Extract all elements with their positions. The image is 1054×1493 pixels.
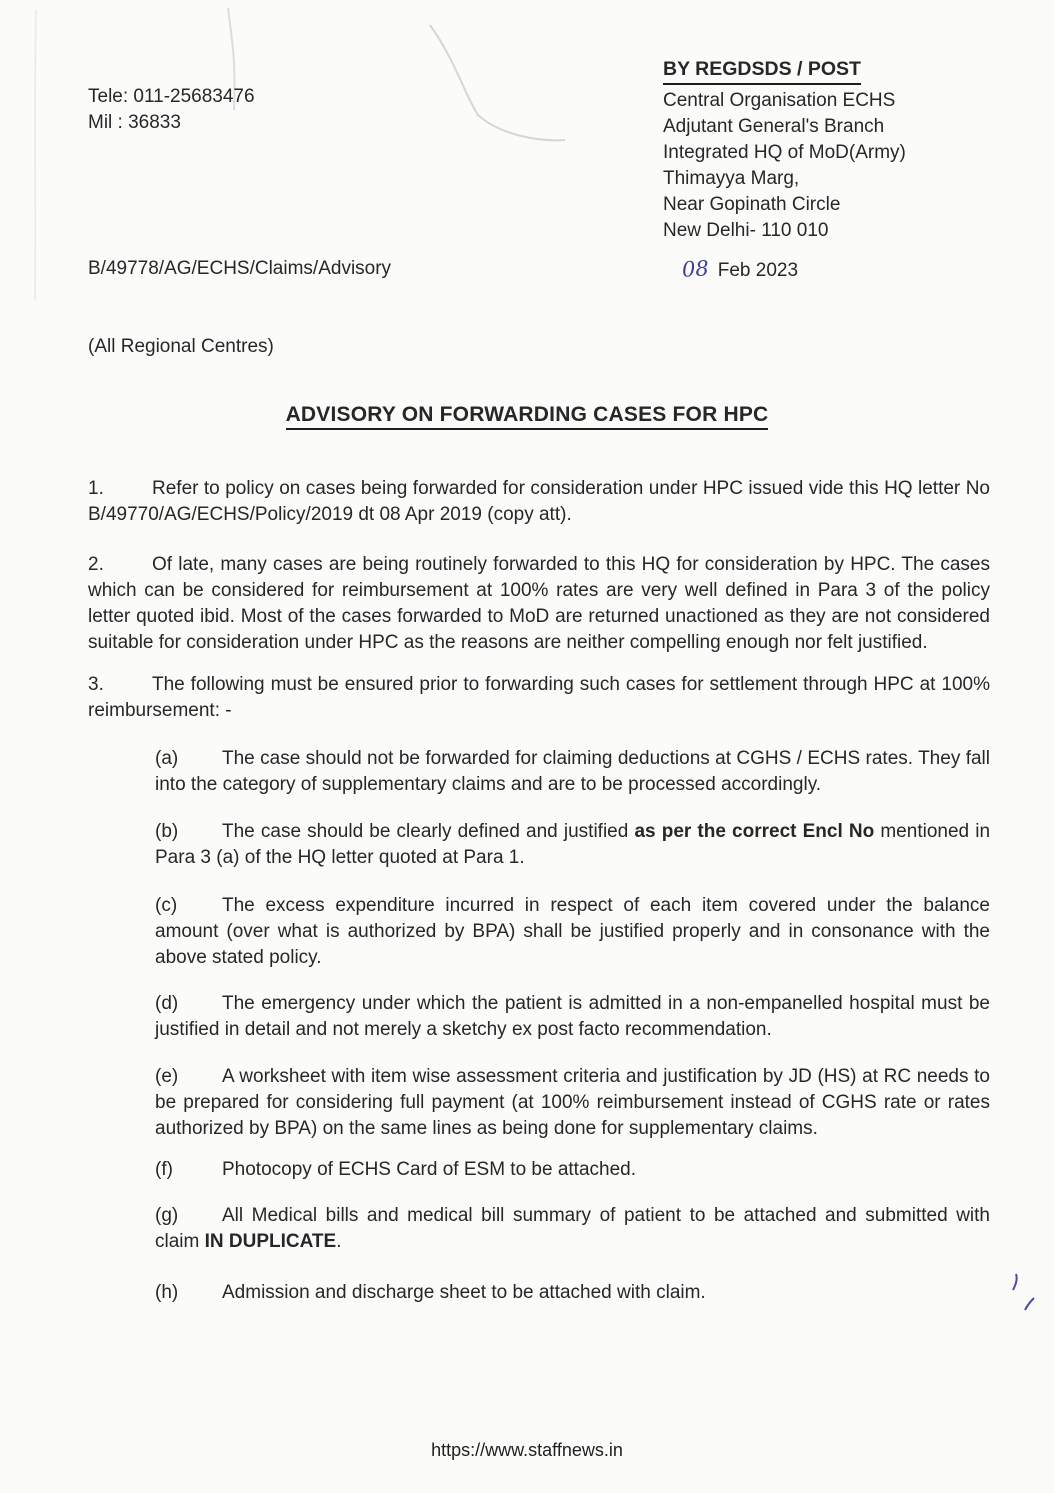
- sub-para-label: (b): [155, 821, 179, 842]
- address-line: Near Gopinath Circle: [663, 194, 841, 215]
- letterhead: [0, 0, 1054, 242]
- para-text: The case should not be forwarded for claiming deductions at CGHS / ECHS rates. They fall into the category of supplementary claims and are to be processed accordingly.: [155, 748, 990, 795]
- sub-para-a: [155, 746, 990, 798]
- file-number: B/49778/AG/ECHS/Claims/Advisory: [88, 258, 392, 279]
- document-title: ADVISORY ON FORWARDING CASES FOR HPC: [286, 403, 769, 430]
- sub-para-h: [155, 1280, 990, 1306]
- para-text-bold: IN DUPLICATE: [204, 1231, 337, 1252]
- para-text: .: [336, 1231, 342, 1252]
- sender-address-block: [663, 56, 906, 244]
- para-text: mentioned in Para 3 (a) of the HQ letter quoted at Para 1.: [155, 821, 991, 868]
- address-line: Integrated HQ of MoD(Army): [663, 142, 906, 163]
- addressee: (All Regional Centres): [88, 336, 274, 357]
- address-line: New Delhi- 110 010: [663, 220, 829, 241]
- sub-para-label: (d): [155, 993, 179, 1014]
- para-text: Of late, many cases are being routinely forwarded to this HQ for consideration by HPC. The cases which can be considered for reimbursement at 100% rates are very well defined in Para 3 of the policy letter quoted ibid. Most of the cases forwarded to MoD are returned unactioned as they are not considered suitable for consideration under HPC as the reasons are neither compelling enough nor felt justified.: [88, 554, 990, 653]
- para-2: [88, 552, 990, 656]
- para-3: [88, 672, 990, 724]
- date-line: [682, 256, 798, 284]
- para-text-bold: as per the correct Encl No: [634, 821, 875, 842]
- para-number: 3.: [88, 674, 104, 695]
- address-line: Central Organisation ECHS: [663, 90, 896, 111]
- sub-para-c: [155, 893, 990, 971]
- sub-para-b: [155, 819, 990, 871]
- blue-ink-mark: [1008, 1270, 1044, 1316]
- sub-para-label: (c): [155, 895, 178, 916]
- address-line: Thimayya Marg,: [663, 168, 800, 189]
- sub-para-label: (e): [155, 1066, 179, 1087]
- handwritten-day: 08: [681, 256, 710, 282]
- para-text: The case should be clearly defined and justified: [222, 821, 635, 842]
- address-line: Adjutant General's Branch: [663, 116, 885, 137]
- sub-para-label: (g): [155, 1205, 179, 1226]
- mil-line: Mil : 36833: [88, 112, 181, 133]
- title-row: [0, 402, 1054, 432]
- sub-para-f: [155, 1157, 990, 1183]
- para-text: A worksheet with item wise assessment criteria and justification by JD (HS) at RC needs to be prepared for considering full payment (at 100% reimbursement instead of CGHS rate or rates authorized by BPA) on the same lines as being done for supplementary claims.: [155, 1066, 990, 1139]
- footer-watermark-url: https://www.staffnews.in: [431, 1440, 623, 1460]
- para-number: 1.: [88, 478, 104, 499]
- tele-line: Tele: 011-25683476: [88, 86, 255, 107]
- sender-contact-block: [88, 84, 255, 136]
- para-text: Admission and discharge sheet to be attached with claim.: [222, 1282, 706, 1303]
- sub-para-label: (h): [155, 1282, 179, 1303]
- file-reference-row: [88, 256, 990, 282]
- sub-para-label: (f): [155, 1159, 173, 1180]
- para-text: Photocopy of ECHS Card of ESM to be attached.: [222, 1159, 637, 1180]
- sub-para-g: [155, 1203, 990, 1255]
- para-text: All Medical bills and medical bill summary of patient to be attached and submitted with claim: [155, 1205, 990, 1252]
- sub-para-d: [155, 991, 990, 1043]
- date-month-year: Feb 2023: [717, 260, 799, 281]
- para-text: Refer to policy on cases being forwarded for consideration under HPC issued vide this HQ letter No B/49770/AG/ECHS/Policy/2019 dt 08 Apr 2019 (copy att).: [88, 478, 990, 525]
- para-text: The following must be ensured prior to forwarding such cases for settlement through HPC at 100% reimbursement: -: [88, 674, 990, 721]
- sub-para-label: (a): [155, 748, 179, 769]
- para-text: The excess expenditure incurred in respect of each item covered under the balance amount (over what is authorized by BPA) shall be justified properly and in consonance with the above stated policy.: [155, 895, 990, 968]
- para-text: The emergency under which the patient is admitted in a non-empanelled hospital must be justified in detail and not merely a sketchy ex post facto recommendation.: [155, 993, 990, 1040]
- para-1: [88, 476, 990, 528]
- delivery-mode-heading: BY REGDSDS / POST: [663, 56, 861, 85]
- sub-para-e: [155, 1064, 990, 1142]
- para-number: 2.: [88, 554, 104, 575]
